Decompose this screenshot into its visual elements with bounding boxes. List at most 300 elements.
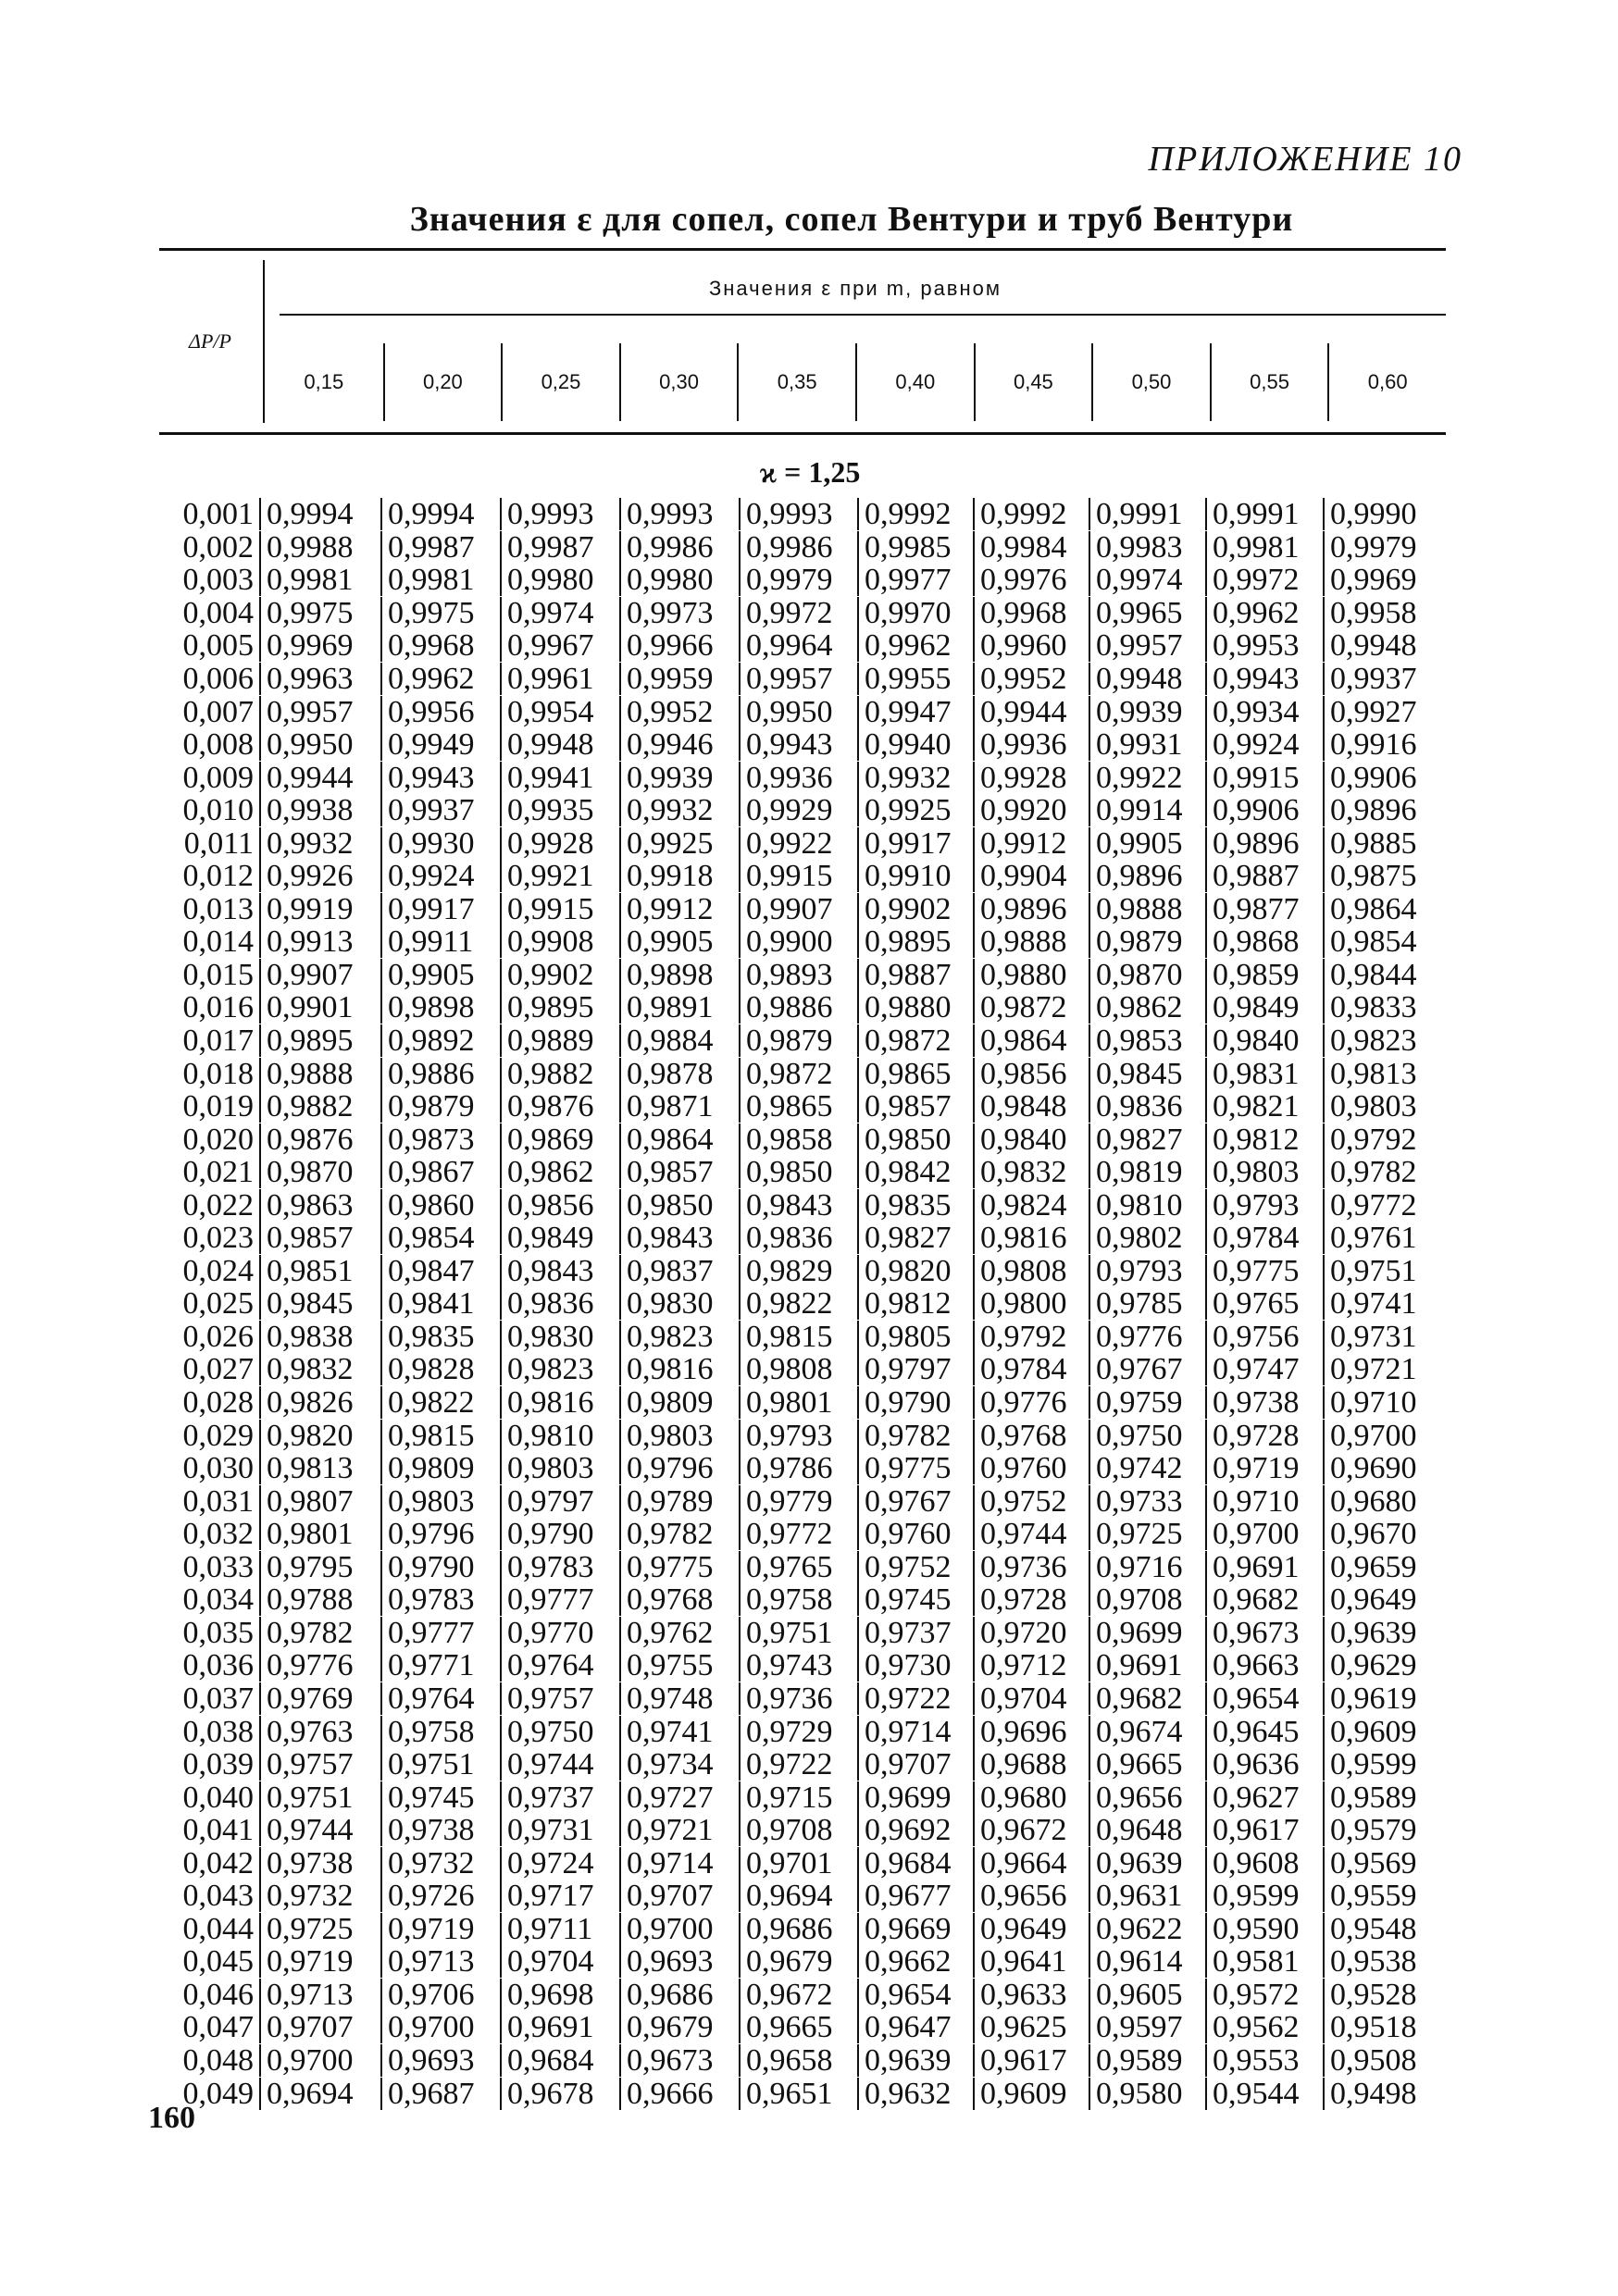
table-row	[156, 1979, 1433, 2012]
row-param: 0,007	[182, 694, 254, 729]
table-cell: 0,9658	[739, 2044, 857, 2077]
table-row	[156, 1419, 1433, 1452]
header-group-label: Значения ε при m, равном	[708, 277, 1002, 300]
table-cell: 0,9917	[857, 827, 973, 860]
table-cell: 0,9508	[1323, 2044, 1433, 2077]
table-cell: 0,9684	[500, 2044, 619, 2077]
table-cell: 0,9913	[259, 925, 380, 958]
table-cell: 0,9925	[857, 794, 973, 826]
table-cell: 0,9762	[619, 1617, 739, 1649]
row-param: 0,043	[182, 1879, 254, 1914]
table-cell: 0,9922	[739, 827, 857, 860]
table-cell: 0,9961	[500, 663, 619, 695]
header-param-label: ΔP/P	[189, 329, 231, 353]
table-cell: 0,9940	[857, 728, 973, 761]
table-cell: 0,9932	[259, 827, 380, 860]
table-cell: 0,9757	[259, 1748, 380, 1781]
table-cell: 0,9928	[973, 762, 1089, 794]
table-cell: 0,9743	[739, 1649, 857, 1682]
table-cell: 0,9700	[619, 1913, 739, 1945]
table-cell: 0,9964	[739, 629, 857, 662]
header-m-value: 0,30	[619, 343, 738, 421]
table-cell: 0,9636	[1205, 1748, 1323, 1781]
table-cell: 0,9994	[380, 498, 500, 530]
table-cell: 0,9845	[259, 1287, 380, 1320]
table-cell: 0,9994	[259, 498, 380, 530]
table-cell: 0,9679	[619, 2011, 739, 2043]
table-cell: 0,9822	[739, 1287, 857, 1320]
table-cell: 0,9955	[857, 663, 973, 695]
table-cell: 0,9905	[380, 959, 500, 991]
table-cell: 0,9815	[380, 1420, 500, 1452]
table-cell: 0,9544	[1205, 2078, 1323, 2110]
table-cell: 0,9939	[619, 762, 739, 794]
table-cell: 0,9936	[739, 762, 857, 794]
table-cell: 0,9836	[1089, 1090, 1205, 1123]
table-cell: 0,9682	[1089, 1682, 1205, 1715]
table-cell: 0,9895	[259, 1024, 380, 1057]
page-number: 160	[148, 2101, 195, 2135]
table-cell: 0,9673	[1205, 1617, 1323, 1649]
table-cell: 0,9820	[857, 1255, 973, 1287]
table-cell: 0,9553	[1205, 2044, 1323, 2077]
table-cell: 0,9816	[619, 1353, 739, 1385]
table-cell: 0,9782	[1323, 1156, 1433, 1188]
table-cell: 0,9914	[1089, 794, 1205, 826]
table-cell: 0,9777	[500, 1583, 619, 1616]
table-cell: 0,9674	[1089, 1716, 1205, 1748]
table-cell: 0,9744	[500, 1748, 619, 1781]
table-cell: 0,9990	[1323, 498, 1433, 530]
table-cell: 0,9862	[500, 1156, 619, 1188]
table-cell: 0,9730	[857, 1649, 973, 1682]
table-cell: 0,9656	[973, 1880, 1089, 1912]
table-cell: 0,9672	[739, 1979, 857, 2011]
table-cell: 0,9979	[1323, 531, 1433, 564]
table-cell: 0,9860	[380, 1189, 500, 1222]
table-row	[156, 1913, 1433, 1946]
table-cell: 0,9725	[259, 1913, 380, 1945]
table-cell: 0,9888	[259, 1058, 380, 1090]
table-cell: 0,9821	[1205, 1090, 1323, 1123]
row-param: 0,037	[182, 1681, 254, 1716]
table-cell: 0,9711	[500, 1913, 619, 1945]
table-cell: 0,9938	[259, 794, 380, 826]
table-row	[156, 959, 1433, 992]
table-cell: 0,9720	[973, 1617, 1089, 1649]
table-cell: 0,9665	[739, 2011, 857, 2043]
table-row	[156, 794, 1433, 827]
table-cell: 0,9694	[739, 1880, 857, 1912]
table-cell: 0,9736	[973, 1551, 1089, 1583]
table-cell: 0,9747	[1205, 1353, 1323, 1385]
table-cell: 0,9974	[1089, 564, 1205, 596]
table-cell: 0,9666	[619, 2078, 739, 2110]
table-cell: 0,9783	[500, 1551, 619, 1583]
table-cell: 0,9758	[380, 1716, 500, 1748]
row-param: 0,022	[182, 1187, 254, 1222]
table-cell: 0,9981	[1205, 531, 1323, 564]
table-cell: 0,9795	[259, 1551, 380, 1583]
table-cell: 0,9784	[1205, 1222, 1323, 1254]
table-cell: 0,9741	[1323, 1287, 1433, 1320]
table-cell: 0,9761	[1323, 1222, 1433, 1254]
table-cell: 0,9745	[857, 1583, 973, 1616]
table-cell: 0,9905	[1089, 827, 1205, 860]
table-cell: 0,9796	[380, 1518, 500, 1550]
table-cell: 0,9790	[500, 1518, 619, 1550]
table-cell: 0,9690	[1323, 1452, 1433, 1484]
table-row	[156, 1057, 1433, 1090]
table-cell: 0,9850	[857, 1123, 973, 1156]
table-cell: 0,9771	[380, 1649, 500, 1682]
table-cell: 0,9915	[1205, 762, 1323, 794]
table-cell: 0,9701	[739, 1847, 857, 1880]
table-cell: 0,9731	[1323, 1321, 1433, 1353]
page-title: Значения ε для сопел, сопел Вентури и труб Вентури	[409, 200, 1294, 239]
table-cell: 0,9581	[1205, 1945, 1323, 1978]
table-cell: 0,9879	[1089, 925, 1205, 958]
header-m-value: 0,35	[737, 343, 855, 421]
row-param: 0,044	[182, 1911, 254, 1946]
row-param: 0,038	[182, 1714, 254, 1749]
table-cell: 0,9915	[739, 860, 857, 892]
table-cell: 0,9889	[500, 1024, 619, 1057]
table-cell: 0,9699	[857, 1781, 973, 1814]
table-cell: 0,9930	[380, 827, 500, 860]
table-cell: 0,9823	[500, 1353, 619, 1385]
table-cell: 0,9793	[739, 1420, 857, 1452]
table-cell: 0,9877	[1205, 893, 1323, 925]
table-cell: 0,9770	[500, 1617, 619, 1649]
table-cell: 0,9737	[500, 1781, 619, 1814]
table-row	[156, 991, 1433, 1024]
table-cell: 0,9831	[1205, 1058, 1323, 1090]
table-cell: 0,9965	[1089, 597, 1205, 629]
table-cell: 0,9758	[739, 1583, 857, 1616]
table-cell: 0,9599	[1323, 1748, 1433, 1781]
table-cell: 0,9820	[259, 1420, 380, 1452]
table-cell: 0,9986	[619, 531, 739, 564]
table-cell: 0,9992	[857, 498, 973, 530]
table-cell: 0,9810	[1089, 1189, 1205, 1222]
table-cell: 0,9790	[857, 1386, 973, 1419]
table-cell: 0,9714	[857, 1716, 973, 1748]
table-cell: 0,9885	[1323, 827, 1433, 860]
table-cell: 0,9664	[973, 1847, 1089, 1880]
table-cell: 0,9993	[500, 498, 619, 530]
table-cell: 0,9700	[259, 2044, 380, 2077]
table-row	[156, 1156, 1433, 1189]
table-cell: 0,9569	[1323, 1847, 1433, 1880]
table-cell: 0,9927	[1323, 696, 1433, 728]
row-param: 0,041	[182, 1813, 254, 1848]
table-cell: 0,9682	[1205, 1583, 1323, 1616]
table-cell: 0,9830	[500, 1321, 619, 1353]
table-cell: 0,9948	[500, 728, 619, 761]
table-cell: 0,9807	[259, 1485, 380, 1518]
table-row	[156, 1255, 1433, 1288]
row-param: 0,004	[182, 595, 254, 630]
table-cell: 0,9871	[619, 1090, 739, 1123]
table-cell: 0,9654	[857, 1979, 973, 2011]
table-cell: 0,9859	[1205, 959, 1323, 991]
table-cell: 0,9870	[1089, 959, 1205, 991]
table-cell: 0,9579	[1323, 1814, 1433, 1846]
table-cell: 0,9872	[857, 1024, 973, 1057]
row-param: 0,028	[182, 1385, 254, 1421]
table-cell: 0,9728	[1205, 1420, 1323, 1452]
table-cell: 0,9841	[380, 1287, 500, 1320]
table-cell: 0,9751	[380, 1748, 500, 1781]
table-cell: 0,9957	[739, 663, 857, 695]
table-cell: 0,9962	[380, 663, 500, 695]
table-cell: 0,9819	[1089, 1156, 1205, 1188]
table-cell: 0,9985	[857, 531, 973, 564]
table-cell: 0,9707	[259, 2011, 380, 2043]
header-m-value: 0,50	[1091, 343, 1210, 421]
table-cell: 0,9827	[1089, 1123, 1205, 1156]
table-cell: 0,9777	[380, 1617, 500, 1649]
table-row	[156, 2077, 1433, 2110]
table-cell: 0,9924	[1205, 728, 1323, 761]
table-cell: 0,9836	[500, 1287, 619, 1320]
table-cell: 0,9719	[259, 1945, 380, 1978]
table-cell: 0,9858	[739, 1123, 857, 1156]
table-cell: 0,9988	[259, 531, 380, 564]
header-m-value: 0,20	[383, 343, 502, 421]
table-cell: 0,9848	[973, 1090, 1089, 1123]
table-cell: 0,9808	[739, 1353, 857, 1385]
table-cell: 0,9919	[259, 893, 380, 925]
table-cell: 0,9692	[857, 1814, 973, 1846]
table-cell: 0,9745	[380, 1781, 500, 1814]
table-cell: 0,9872	[973, 991, 1089, 1024]
row-param: 0,042	[182, 1845, 254, 1880]
table-row	[156, 531, 1433, 565]
table-cell: 0,9969	[259, 629, 380, 662]
table-cell: 0,9790	[380, 1551, 500, 1583]
table-cell: 0,9969	[1323, 564, 1433, 596]
table-cell: 0,9851	[259, 1255, 380, 1287]
table-cell: 0,9641	[973, 1945, 1089, 1978]
table-cell: 0,9887	[1205, 860, 1323, 892]
row-param: 0,017	[182, 1024, 254, 1059]
row-param: 0,047	[182, 2010, 254, 2045]
table-cell: 0,9805	[857, 1321, 973, 1353]
table-cell: 0,9649	[1323, 1583, 1433, 1616]
row-param: 0,034	[182, 1582, 254, 1618]
table-cell: 0,9686	[739, 1913, 857, 1945]
table-cell: 0,9648	[1089, 1814, 1205, 1846]
table-cell: 0,9815	[739, 1321, 857, 1353]
table-row	[156, 1781, 1433, 1814]
table-cell: 0,9802	[1089, 1222, 1205, 1254]
table-cell: 0,9751	[739, 1617, 857, 1649]
table-cell: 0,9838	[259, 1321, 380, 1353]
table-cell: 0,9896	[1205, 827, 1323, 860]
table-cell: 0,9809	[619, 1386, 739, 1419]
table-cell: 0,9812	[1205, 1123, 1323, 1156]
table-cell: 0,9684	[857, 1847, 973, 1880]
table-cell: 0,9782	[857, 1420, 973, 1452]
table-row	[156, 1682, 1433, 1716]
row-param: 0,046	[182, 1977, 254, 2012]
table-cell: 0,9751	[259, 1781, 380, 1814]
table-cell: 0,9750	[1089, 1420, 1205, 1452]
table-cell: 0,9714	[619, 1847, 739, 1880]
table-cell: 0,9991	[1205, 498, 1323, 530]
table-cell: 0,9943	[739, 728, 857, 761]
table-cell: 0,9869	[500, 1123, 619, 1156]
table-cell: 0,9924	[380, 860, 500, 892]
row-param: 0,024	[182, 1253, 254, 1288]
row-param: 0,032	[182, 1517, 254, 1552]
table-cell: 0,9925	[619, 827, 739, 860]
table-cell: 0,9823	[1323, 1024, 1433, 1057]
table-cell: 0,9800	[973, 1287, 1089, 1320]
table-cell: 0,9538	[1323, 1945, 1433, 1978]
table-cell: 0,9981	[380, 564, 500, 596]
table-cell: 0,9738	[1205, 1386, 1323, 1419]
table-cell: 0,9727	[619, 1781, 739, 1814]
table-cell: 0,9651	[739, 2078, 857, 2110]
table-cell: 0,9829	[739, 1255, 857, 1287]
table-cell: 0,9983	[1089, 531, 1205, 564]
row-param: 0,001	[182, 497, 254, 532]
table-cell: 0,9498	[1323, 2078, 1433, 2110]
table-cell: 0,9977	[857, 564, 973, 596]
table-cell: 0,9786	[739, 1452, 857, 1484]
table-cell: 0,9987	[500, 531, 619, 564]
table-cell: 0,9647	[857, 2011, 973, 2043]
table-cell: 0,9966	[619, 629, 739, 662]
row-param: 0,023	[182, 1221, 254, 1256]
table-cell: 0,9755	[619, 1649, 739, 1682]
table-cell: 0,9736	[739, 1682, 857, 1715]
table-cell: 0,9696	[973, 1716, 1089, 1748]
table-cell: 0,9912	[619, 893, 739, 925]
table-cell: 0,9957	[259, 696, 380, 728]
table-cell: 0,9898	[380, 991, 500, 1024]
table-cell: 0,9700	[1323, 1420, 1433, 1452]
table-cell: 0,9864	[973, 1024, 1089, 1057]
table-cell: 0,9710	[1205, 1485, 1323, 1518]
table-cell: 0,9837	[619, 1255, 739, 1287]
table-cell: 0,9654	[1205, 1682, 1323, 1715]
table-cell: 0,9597	[1089, 2011, 1205, 2043]
table-cell: 0,9719	[1205, 1452, 1323, 1484]
row-param: 0,011	[183, 825, 254, 861]
table-cell: 0,9907	[739, 893, 857, 925]
table-cell: 0,9712	[973, 1649, 1089, 1682]
table-cell: 0,9973	[619, 597, 739, 629]
table-cell: 0,9835	[857, 1189, 973, 1222]
table-row	[156, 1649, 1433, 1682]
row-param: 0,010	[182, 793, 254, 828]
table-cell: 0,9875	[1323, 860, 1433, 892]
table-cell: 0,9734	[619, 1748, 739, 1781]
table-cell: 0,9916	[1323, 728, 1433, 761]
table-cell: 0,9950	[259, 728, 380, 761]
table-cell: 0,9844	[1323, 959, 1433, 991]
table-cell: 0,9906	[1323, 762, 1433, 794]
table-cell: 0,9704	[973, 1682, 1089, 1715]
table-cell: 0,9980	[500, 564, 619, 596]
table-cell: 0,9812	[857, 1287, 973, 1320]
table-cell: 0,9984	[973, 531, 1089, 564]
table-cell: 0,9750	[500, 1716, 619, 1748]
table-cell: 0,9949	[380, 728, 500, 761]
table-cell: 0,9842	[857, 1156, 973, 1188]
table-cell: 0,9873	[380, 1123, 500, 1156]
table-cell: 0,9953	[1205, 629, 1323, 662]
table-cell: 0,9803	[619, 1420, 739, 1452]
table-cell: 0,9801	[259, 1518, 380, 1550]
row-param: 0,008	[182, 727, 254, 763]
table-row	[156, 728, 1433, 762]
table-cell: 0,9931	[1089, 728, 1205, 761]
table-cell: 0,9710	[1323, 1386, 1433, 1419]
table-cell: 0,9937	[380, 794, 500, 826]
table-cell: 0,9878	[619, 1058, 739, 1090]
table-cell: 0,9868	[1205, 925, 1323, 958]
table-cell: 0,9917	[380, 893, 500, 925]
table-row	[156, 663, 1433, 696]
row-param: 0,039	[182, 1747, 254, 1782]
table-row	[156, 1353, 1433, 1386]
table-cell: 0,9876	[259, 1123, 380, 1156]
table-cell: 0,9843	[739, 1189, 857, 1222]
table-cell: 0,9960	[973, 629, 1089, 662]
table-cell: 0,9548	[1323, 1913, 1433, 1945]
header-m-value: 0,40	[855, 343, 974, 421]
table-cell: 0,9946	[619, 728, 739, 761]
row-param: 0,025	[182, 1286, 254, 1322]
table-row	[156, 1287, 1433, 1321]
table-cell: 0,9824	[973, 1189, 1089, 1222]
table-cell: 0,9968	[380, 629, 500, 662]
table-cell: 0,9673	[619, 2044, 739, 2077]
table-cell: 0,9751	[1323, 1255, 1433, 1287]
table-cell: 0,9776	[1089, 1321, 1205, 1353]
table-cell: 0,9629	[1323, 1649, 1433, 1682]
table-cell: 0,9910	[857, 860, 973, 892]
table-row	[156, 925, 1433, 959]
table-cell: 0,9656	[1089, 1781, 1205, 1814]
table-cell: 0,9941	[500, 762, 619, 794]
table-cell: 0,9892	[380, 1024, 500, 1057]
table-cell: 0,9857	[857, 1090, 973, 1123]
row-param: 0,005	[182, 628, 254, 664]
table-cell: 0,9934	[1205, 696, 1323, 728]
row-param: 0,035	[182, 1615, 254, 1650]
table-cell: 0,9688	[973, 1748, 1089, 1781]
table-cell: 0,9939	[1089, 696, 1205, 728]
header-m-value: 0,25	[501, 343, 619, 421]
table-cell: 0,9854	[1323, 925, 1433, 958]
table-cell: 0,9622	[1089, 1913, 1205, 1945]
row-param: 0,018	[182, 1056, 254, 1091]
table-cell: 0,9864	[619, 1123, 739, 1156]
table-row	[156, 1123, 1433, 1156]
table-cell: 0,9943	[380, 762, 500, 794]
table-row	[156, 564, 1433, 597]
row-param: 0,006	[182, 662, 254, 696]
table-cell: 0,9759	[1089, 1386, 1205, 1419]
table-cell: 0,9665	[1089, 1748, 1205, 1781]
table-cell: 0,9954	[500, 696, 619, 728]
